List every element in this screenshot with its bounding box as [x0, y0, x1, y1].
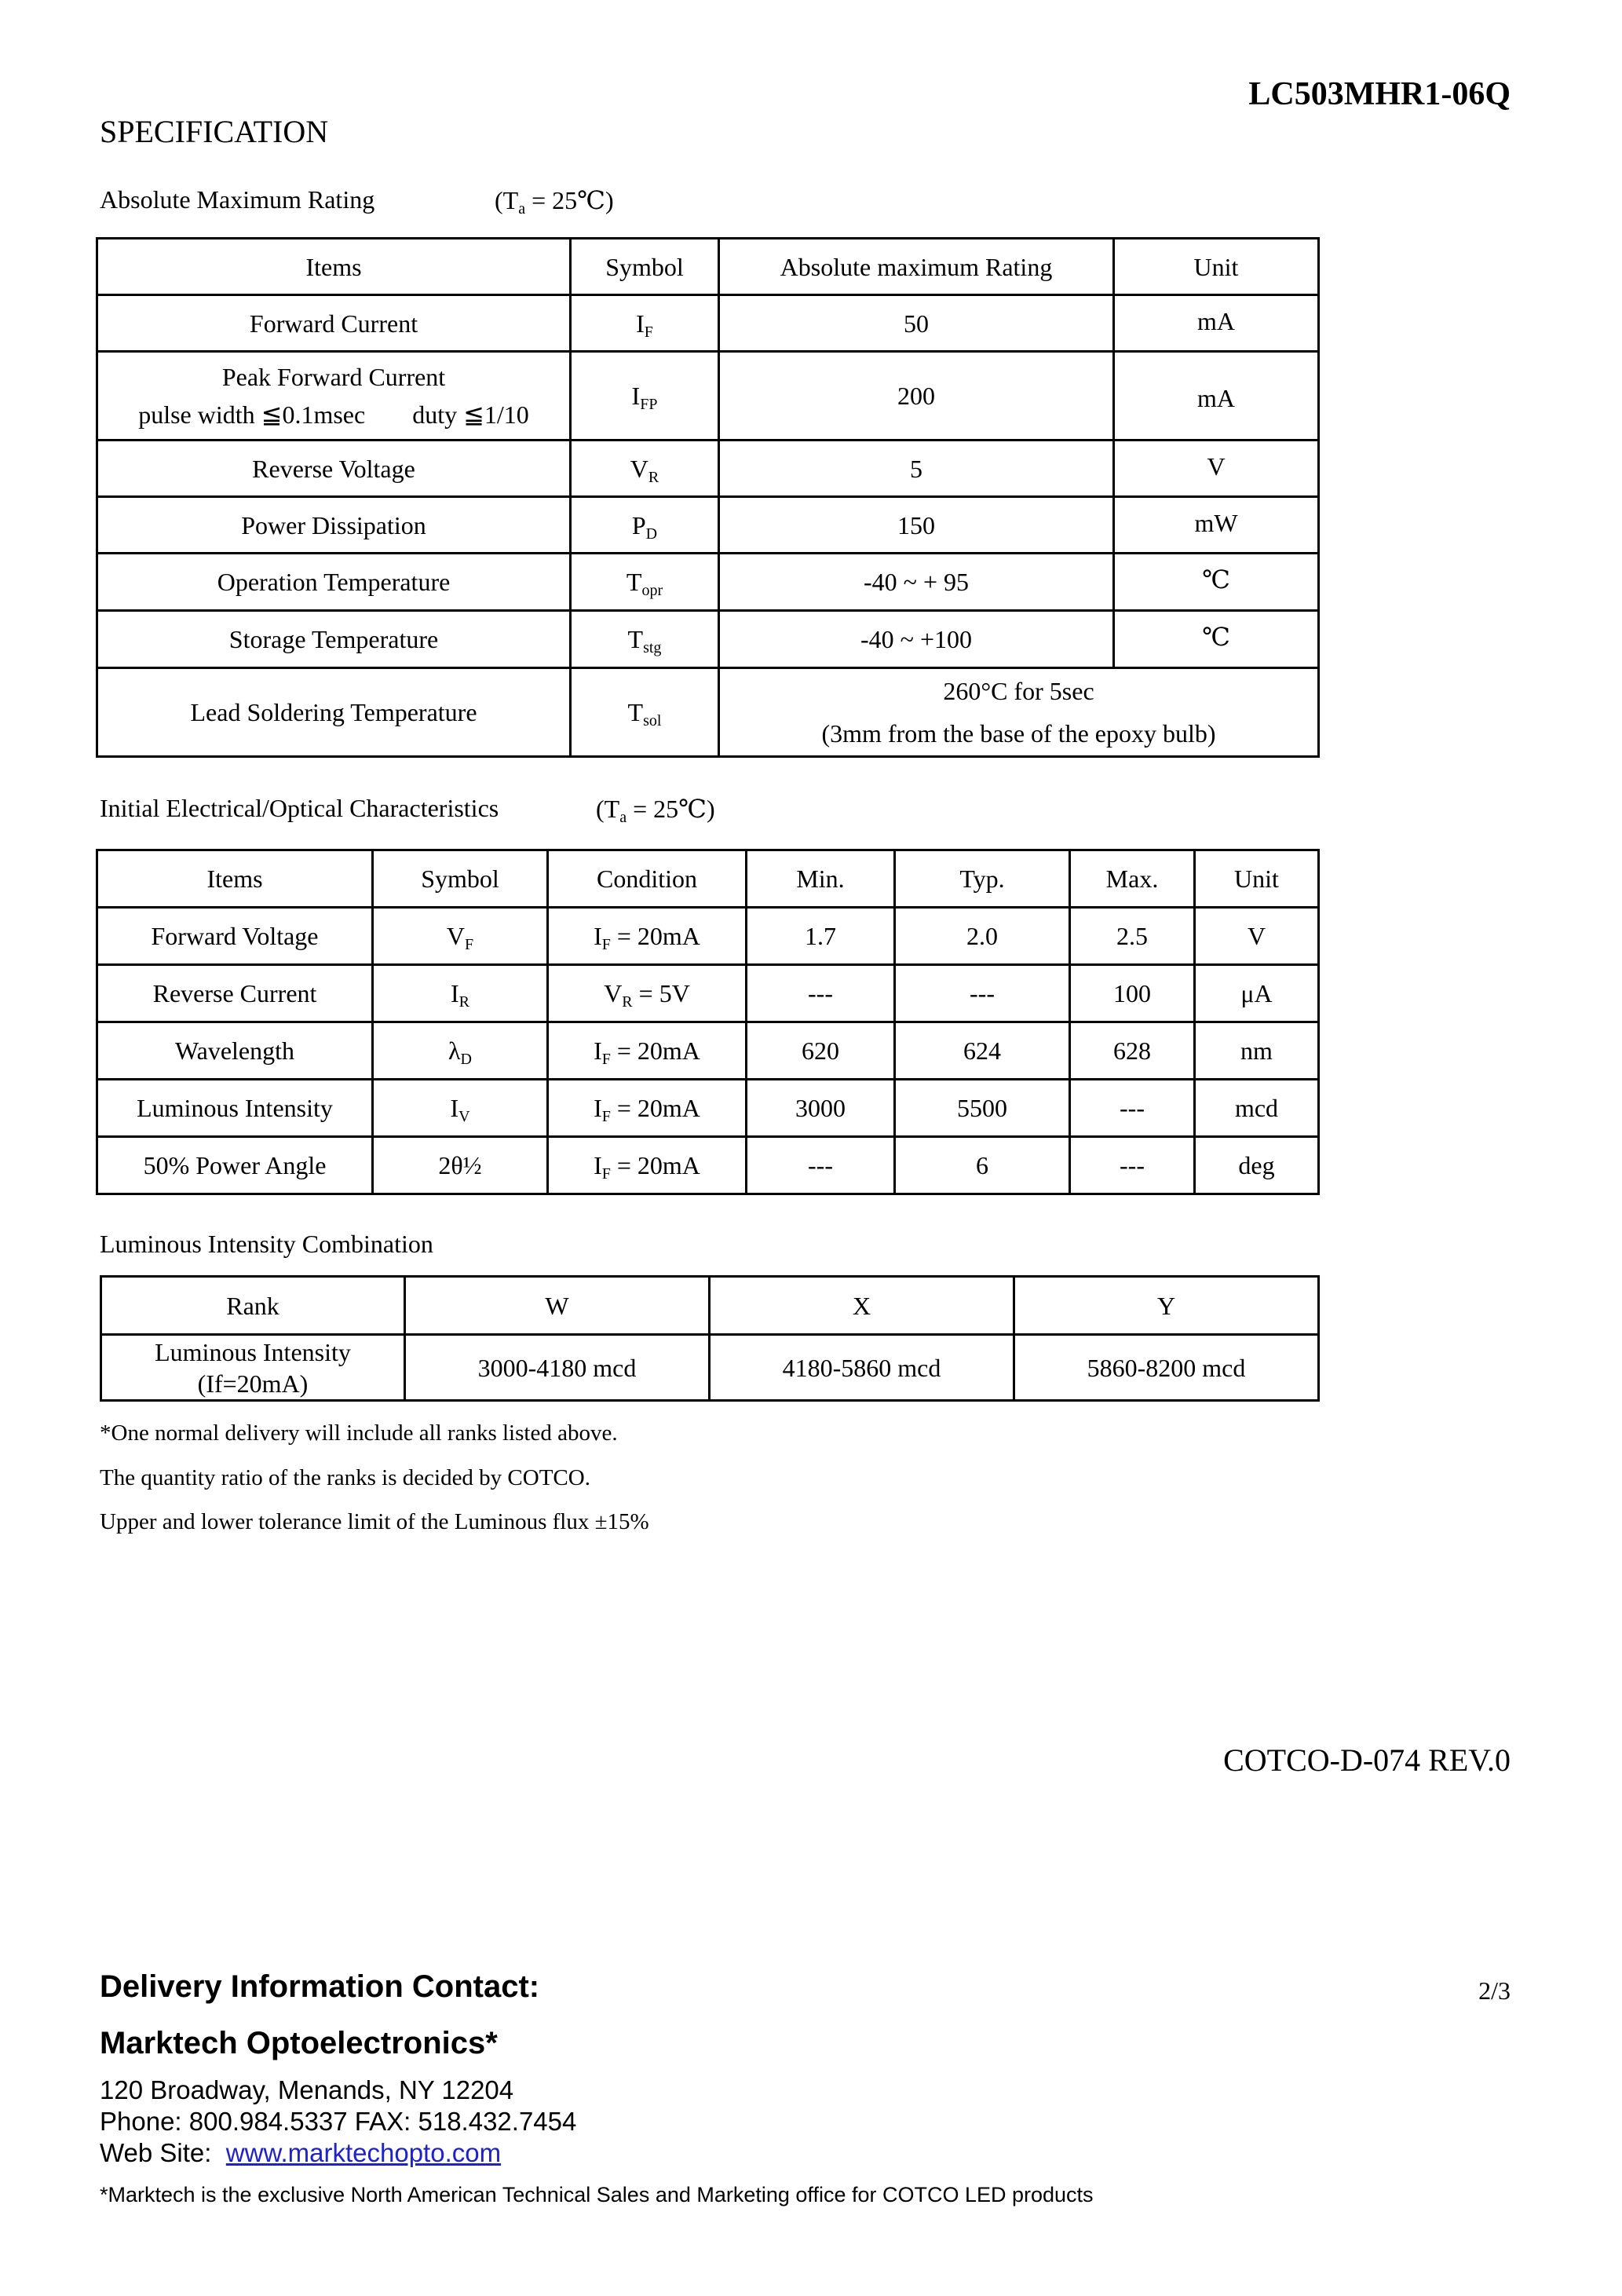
note-line: *One normal delivery will include all ranks listed above.: [100, 1420, 618, 1446]
table-row: [97, 1022, 1319, 1080]
table-row: [97, 1137, 1319, 1194]
symbol-cell: $I_V$: [373, 1080, 548, 1137]
item-cell: Forward Current: [97, 295, 571, 352]
page-number: 2/3: [1478, 1976, 1511, 2005]
unit-cell: μA: [1195, 965, 1319, 1022]
col-header: Unit: [1114, 239, 1319, 295]
table-row: [97, 611, 1319, 668]
symbol-cell: $I_{FP}$: [571, 352, 719, 441]
rank-y: Y: [1014, 1277, 1319, 1335]
unit-cell: mA: [1114, 295, 1319, 352]
value-cell: 5860-8200 mcd: [1014, 1335, 1319, 1401]
table-row: [97, 554, 1319, 611]
electrical-table: [96, 849, 1320, 1195]
item-cell: Reverse Voltage: [97, 441, 571, 497]
rating-cell: 5: [719, 441, 1114, 497]
rank-label: Rank: [101, 1277, 405, 1335]
table-row: [97, 497, 1319, 554]
col-header: Min.: [747, 850, 895, 908]
item-cell: Lead Soldering Temperature: [97, 668, 571, 757]
rating-cell: -40 ~ + 95: [719, 554, 1114, 611]
col-header: Condition: [548, 850, 747, 908]
item-cell: Power Dissipation: [97, 497, 571, 554]
electrical-condition: ($T_a$ = 25℃): [596, 795, 715, 826]
max-cell: ---: [1070, 1080, 1195, 1137]
table-row: [97, 295, 1319, 352]
col-header: Symbol: [571, 239, 719, 295]
table-header-row: [101, 1277, 1319, 1335]
symbol-cell: 2θ½: [373, 1137, 548, 1194]
contact-heading: Delivery Information Contact:: [100, 1969, 540, 2004]
page-title: SPECIFICATION: [100, 114, 329, 149]
table-row: [97, 352, 1319, 441]
abs-max-title: Absolute Maximum Rating: [100, 185, 375, 214]
symbol-cell: $P_D$: [571, 497, 719, 554]
website-label: Web Site:: [100, 2138, 226, 2167]
col-header: Unit: [1195, 850, 1319, 908]
symbol-cell: $T_{opr}$: [571, 554, 719, 611]
typ-cell: 5500: [895, 1080, 1070, 1137]
min-cell: 1.7: [747, 908, 895, 965]
electrical-title: Initial Electrical/Optical Characteristics: [100, 794, 499, 822]
col-header: Items: [97, 239, 571, 295]
table-header-row: [97, 850, 1319, 908]
unit-cell: ℃: [1114, 611, 1319, 668]
abs-max-condition: ($T_a$ = 25℃): [495, 186, 614, 218]
table-row: [97, 668, 1319, 757]
condition-cell: $I_F = 20mA$: [548, 1080, 747, 1137]
rating-cell: -40 ~ +100: [719, 611, 1114, 668]
rank-x: X: [710, 1277, 1014, 1335]
col-header: Max.: [1070, 850, 1195, 908]
item-cell: Storage Temperature: [97, 611, 571, 668]
col-header: Symbol: [373, 850, 548, 908]
value-cell: 3000-4180 mcd: [405, 1335, 710, 1401]
table-row: [97, 441, 1319, 497]
symbol-cell: $T_{stg}$: [571, 611, 719, 668]
part-number: LC503MHR1-06Q: [1248, 76, 1511, 112]
unit-cell: V: [1114, 441, 1319, 497]
table-header-row: [97, 239, 1319, 295]
rating-cell: 50: [719, 295, 1114, 352]
unit-cell: V: [1195, 908, 1319, 965]
symbol-cell: $\lambda_D$: [373, 1022, 548, 1080]
item-cell: Luminous Intensity: [97, 1080, 373, 1137]
note-line: The quantity ratio of the ranks is decided by COTCO.: [100, 1465, 590, 1490]
unit-cell: mA: [1114, 352, 1319, 441]
item-cell: Reverse Current: [97, 965, 373, 1022]
item-label: Peak Forward Current: [221, 363, 446, 391]
note-line: Upper and lower tolerance limit of the Luminous flux ±15%: [100, 1509, 649, 1534]
rank-w: W: [405, 1277, 710, 1335]
condition-cell: $I_F = 20mA$: [548, 908, 747, 965]
typ-cell: 624: [895, 1022, 1070, 1080]
row-label-line1: Luminous Intensity: [155, 1337, 351, 1366]
company-website: [100, 2138, 501, 2168]
company-phone: Phone: 800.984.5337 FAX: 518.432.7454: [100, 2107, 577, 2136]
symbol-cell: $I_R$: [373, 965, 548, 1022]
item-cell: [97, 352, 571, 441]
item-condition: pulse width ≦0.1msec duty ≦1/10: [138, 400, 529, 429]
combination-table: [100, 1275, 1320, 1402]
min-cell: 620: [747, 1022, 895, 1080]
table-row: [101, 1335, 1319, 1401]
symbol-cell: $V_F$: [373, 908, 548, 965]
min-cell: ---: [747, 1137, 895, 1194]
unit-cell: ℃: [1114, 554, 1319, 611]
unit-cell: nm: [1195, 1022, 1319, 1080]
rating-cell: 150: [719, 497, 1114, 554]
unit-cell: deg: [1195, 1137, 1319, 1194]
symbol-cell: $I_F$: [571, 295, 719, 352]
document-reference: COTCO-D-074 REV.0: [1223, 1742, 1511, 1778]
row-label: [101, 1335, 405, 1401]
max-cell: 628: [1070, 1022, 1195, 1080]
min-cell: ---: [747, 965, 895, 1022]
website-link[interactable]: www.marktechopto.com: [225, 2138, 502, 2167]
item-cell: Operation Temperature: [97, 554, 571, 611]
min-cell: 3000: [747, 1080, 895, 1137]
unit-cell: mcd: [1195, 1080, 1319, 1137]
contact-footnote: *Marktech is the exclusive North American Technical Sales and Marketing office for COTCO LED products: [100, 2183, 1094, 2206]
row-label-line2: (If=20mA): [197, 1369, 309, 1398]
symbol-cell: $V_R$: [571, 441, 719, 497]
item-cell: Forward Voltage: [97, 908, 373, 965]
rating-note: (3mm from the base of the epoxy bulb): [821, 719, 1216, 748]
rating-cell: [719, 668, 1319, 757]
col-header: Typ.: [895, 850, 1070, 908]
abs-max-heading: [100, 185, 614, 218]
table-row: [97, 908, 1319, 965]
item-cell: Wavelength: [97, 1022, 373, 1080]
electrical-heading: [100, 794, 715, 826]
abs-max-table: [96, 237, 1320, 758]
company-address: 120 Broadway, Menands, NY 12204: [100, 2075, 514, 2104]
unit-cell: mW: [1114, 497, 1319, 554]
condition-cell: $V_R = 5V$: [548, 965, 747, 1022]
company-name: Marktech Optoelectronics*: [100, 2026, 498, 2060]
typ-cell: ---: [895, 965, 1070, 1022]
max-cell: 2.5: [1070, 908, 1195, 965]
condition-cell: $I_F = 20mA$: [548, 1022, 747, 1080]
symbol-cell: $T_{sol}$: [571, 668, 719, 757]
max-cell: ---: [1070, 1137, 1195, 1194]
item-cell: 50% Power Angle: [97, 1137, 373, 1194]
rating-cell: 200: [719, 352, 1114, 441]
table-row: [97, 1080, 1319, 1137]
combination-title: Luminous Intensity Combination: [100, 1230, 433, 1258]
rating-line: 260°C for 5sec: [943, 677, 1094, 705]
typ-cell: 2.0: [895, 908, 1070, 965]
table-row: [97, 965, 1319, 1022]
value-cell: 4180-5860 mcd: [710, 1335, 1014, 1401]
max-cell: 100: [1070, 965, 1195, 1022]
condition-cell: $I_F = 20mA$: [548, 1137, 747, 1194]
typ-cell: 6: [895, 1137, 1070, 1194]
col-header: Absolute maximum Rating: [719, 239, 1114, 295]
col-header: Items: [97, 850, 373, 908]
